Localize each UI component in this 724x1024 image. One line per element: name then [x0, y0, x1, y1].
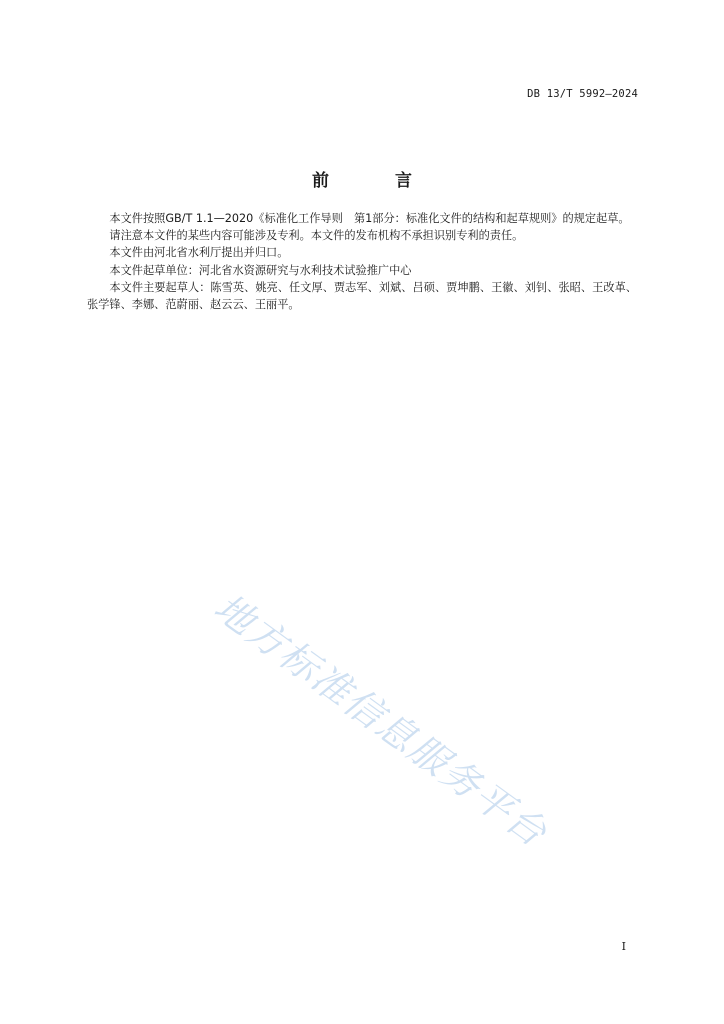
- page-number: I: [621, 940, 626, 953]
- paragraph-patent-notice: 请注意本文件的某些内容可能涉及专利。本文件的发布机构不承担识别专利的责任。: [109, 229, 524, 243]
- paragraph-proposer: 本文件由河北省水利厅提出并归口。: [109, 246, 289, 260]
- paragraph-drafting-unit: 本文件起草单位：河北省水资源研究与水利技术试验推广中心: [109, 263, 412, 277]
- document-code: DB 13/T 5992—2024: [527, 88, 638, 100]
- paragraph-drafters: 本文件主要起草人：陈雪英、姚亮、任文厚、贾志军、刘斌、吕硕、贾坤鹏、王徽、刘钊、张昭、王改革、张学锋、李娜、范蔚丽、赵云云、王丽平。: [87, 280, 637, 312]
- foreword-body: [87, 210, 637, 313]
- paragraph-drafting-rules: 本文件按照GB/T 1.1—2020《标准化工作导则 第1部分：标准化文件的结构和起草规则》的规定起草。: [109, 212, 630, 225]
- watermark: 地方标准信息服务平台: [206, 584, 556, 856]
- page-title: 前 言: [312, 171, 442, 191]
